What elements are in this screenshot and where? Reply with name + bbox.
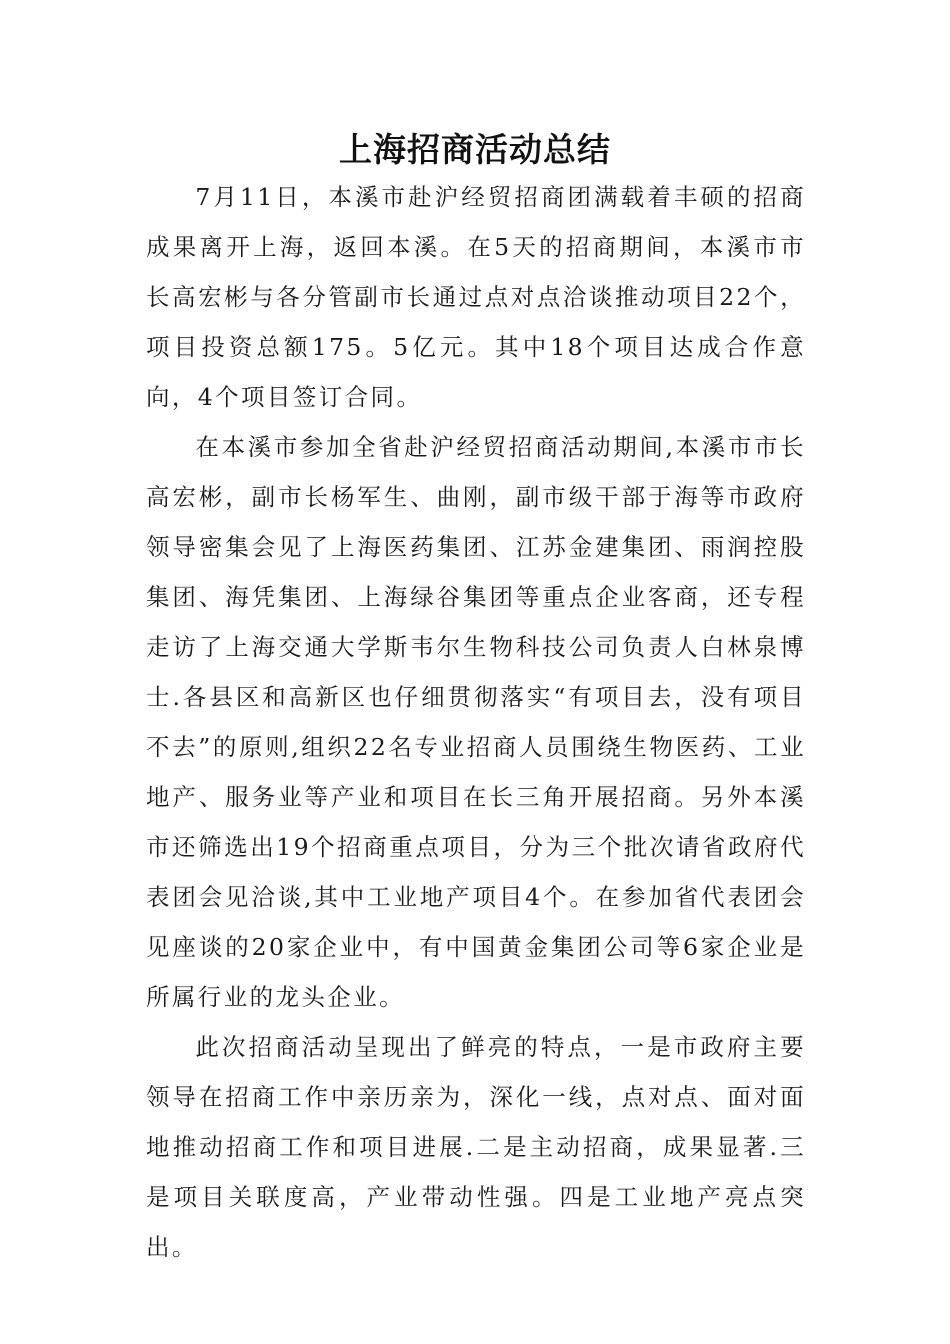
- paragraph-3: 此次招商活动呈现出了鲜亮的特点，一是市政府主要领导在招商工作中亲历亲为，深化一线，点对点、面对面地推动招商工作和项目进展.二是主动招商，成果显著.三是项目关联度高，产业带动性强。四是工业地产亮点突出。: [146, 1033, 806, 1261]
- document-title: 上海招商活动总结: [339, 130, 611, 169]
- paragraph-1: 7月11日，本溪市赴沪经贸招商团满载着丰硕的招商成果离开上海，返回本溪。在5天的招商期间，本溪市市长高宏彬与各分管副市长通过点对点洽谈推动项目22个，项目投资总额175。5亿元。其中18个项目达成合作意向，4个项目签订合同。: [146, 183, 806, 411]
- paragraph-2: 在本溪市参加全省赴沪经贸招商活动期间,本溪市市长高宏彬，副市长杨军生、曲刚，副市级干部于海等市政府领导密集会见了上海医药集团、江苏金建集团、雨润控股集团、海凭集团、上海绿谷集团等重点企业客商，还专程走访了上海交通大学斯韦尔生物科技公司负责人白林泉博士.各县区和高新区也仔细贯彻落实“有项目去，没有项目不去”的原则,组织22名专业招商人员围绕生物医药、工业地产、服务业等产业和项目在长三角开展招商。另外本溪市还筛选出19个招商重点项目，分为三个批次请省政府代表团会见洽谈,其中工业地产项目4个。在参加省代表团会见座谈的20家企业中，有中国黄金集团公司等6家企业是所属行业的龙头企业。: [146, 433, 806, 1011]
- document-body: [146, 172, 806, 1272]
